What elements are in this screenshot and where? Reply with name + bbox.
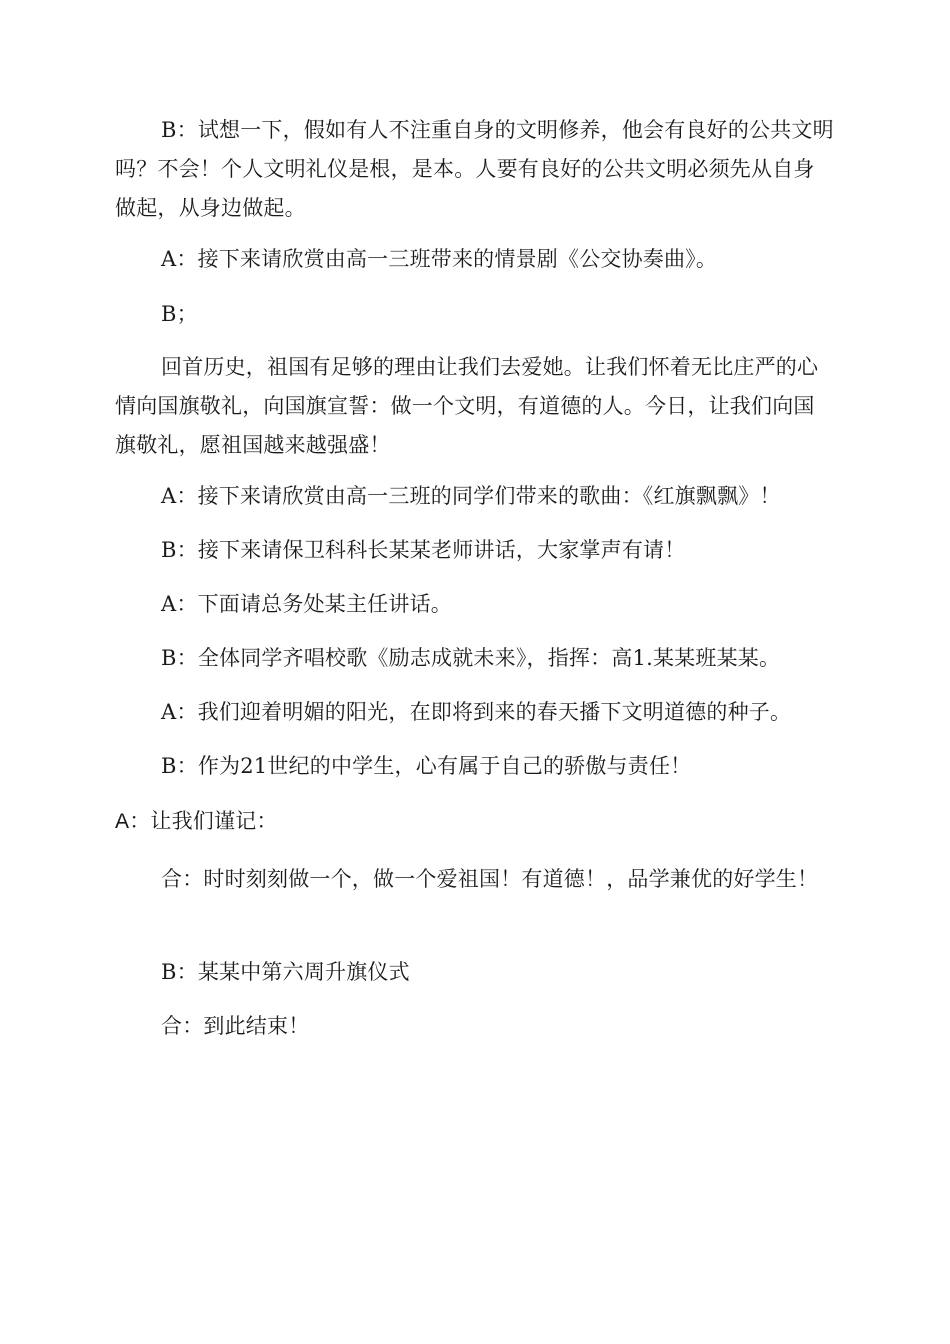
- paragraph-a-remember: A：让我们谨记：: [115, 810, 278, 833]
- paragraph-a-song-intro: A：接下来请欣赏由高一三班的同学们带来的歌曲：《红旗飘飘》！: [161, 484, 781, 508]
- paragraph-a-director-speech: A：下面请总务处某主任讲话。: [161, 592, 452, 616]
- paragraph-together-pledge: 合：时时刻刻做一个，做一个爱祖国！有道德！，品学兼优的好学生！: [161, 867, 819, 891]
- paragraph-together-end: 合：到此结束！: [161, 1014, 310, 1038]
- paragraph-b-civility: B：试想一下，假如有人不注重自身的文明修养，他会有良好的公共文明吗？不会！个人文明礼仪是根，是本。人要有良好的公共文明必须先从自身做起，从身边做起。: [115, 118, 834, 220]
- paragraph-b-short: B；: [161, 302, 198, 326]
- paragraph-b-students: B：作为21世纪的中学生，心有属于自己的骄傲与责任！: [161, 754, 692, 778]
- paragraph-b-ceremony-title: B：某某中第六周升旗仪式: [161, 960, 410, 984]
- paragraph-a-skit-intro: A：接下来请欣赏由高一三班带来的情景剧《公交协奏曲》。: [161, 247, 718, 271]
- paragraph-b-security-speech: B：接下来请保卫科科长某某老师讲话，大家掌声有请！: [161, 538, 686, 562]
- paragraph-flag-salute: 回首历史，祖国有足够的理由让我们去爱她。让我们怀着无比庄严的心情向国旗敬礼，向国旗宣誓：做一个文明，有道德的人。今日，让我们向国旗敬礼，愿祖国越来越强盛！: [115, 355, 819, 457]
- paragraph-a-sunshine: A：我们迎着明媚的阳光，在即将到来的春天播下文明道德的种子。: [161, 700, 792, 724]
- paragraph-b-school-song: B：全体同学齐唱校歌《励志成就未来》，指挥：高1.某某班某某。: [161, 646, 781, 670]
